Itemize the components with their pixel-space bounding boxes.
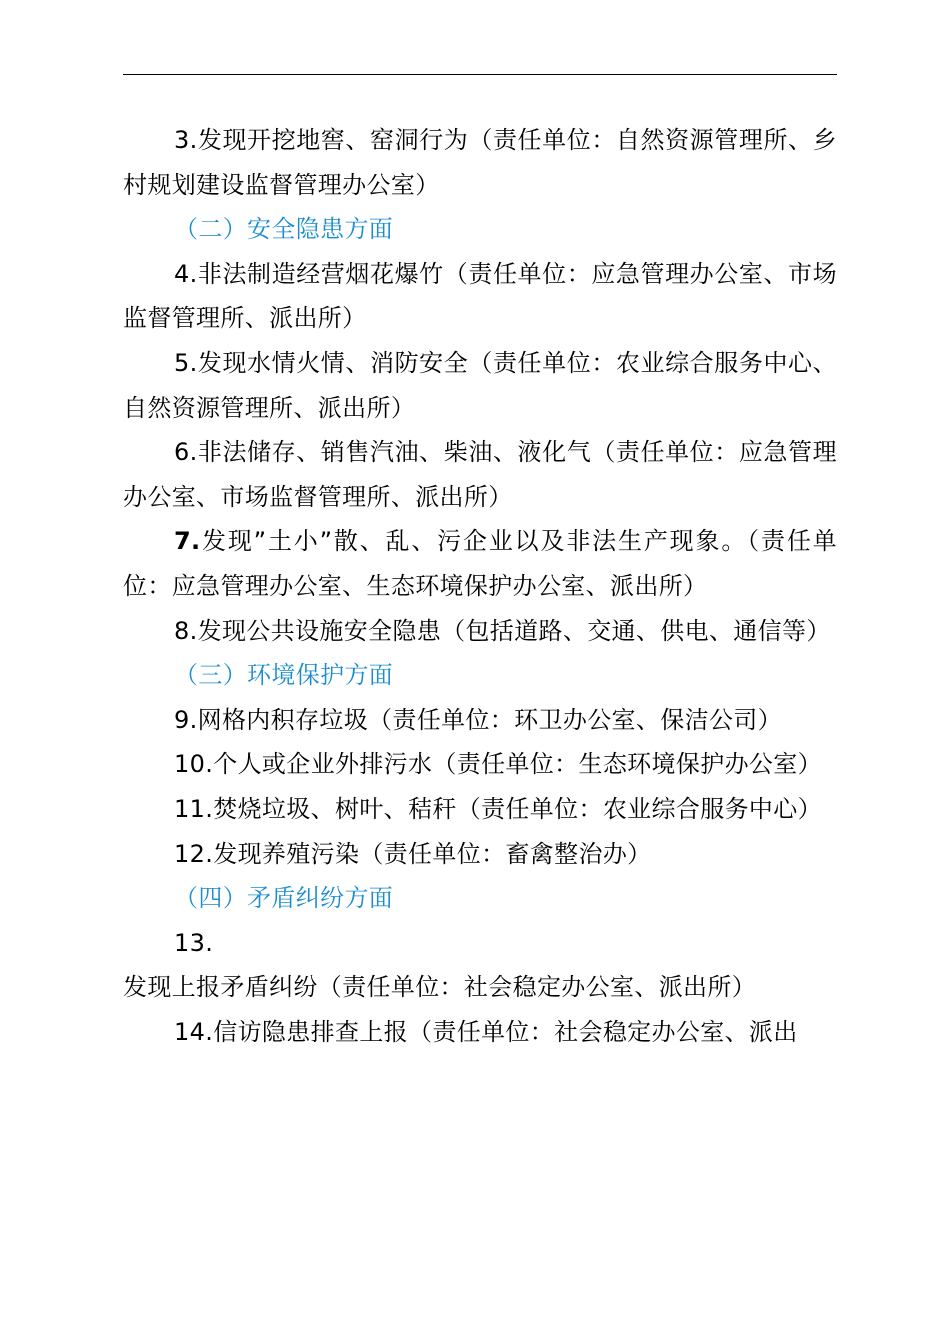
item-text: 发现”土小”散、乱、污企业以及非法生产现象。（责任单位：应急管理办公室、生态环境保护办公室、派出所） (123, 527, 837, 600)
header-rule (123, 74, 837, 75)
list-item-13 (123, 921, 837, 1010)
item-number: 6. (174, 438, 198, 467)
item-number: 14. (174, 1017, 214, 1046)
section-heading-safety: （二）安全隐患方面 (174, 215, 394, 244)
item-text: 发现养殖污染（责任单位：畜禽整治办） (213, 839, 652, 868)
list-item-3 (123, 118, 837, 207)
item-number: 12. (174, 839, 214, 868)
list-item-8 (123, 609, 837, 654)
list-item-10 (123, 742, 837, 787)
item-text: 非法储存、销售汽油、柴油、液化气（责任单位：应急管理办公室、市场监督管理所、派出所） (123, 438, 837, 511)
list-item-4 (123, 252, 837, 341)
item-number: 5. (174, 348, 198, 377)
list-item-9 (123, 698, 837, 743)
item-number: 13. (174, 928, 214, 957)
item-number: 11. (174, 794, 214, 823)
item-number: 3. (174, 126, 198, 154)
item-number: 4. (174, 259, 198, 288)
list-item-14 (123, 1010, 837, 1055)
section-heading-environment: （三）环境保护方面 (174, 661, 394, 690)
list-item-12 (123, 832, 837, 877)
item-number: 10. (174, 750, 214, 779)
item-text: 发现上报矛盾纠纷（责任单位：社会稳定办公室、派出所） (123, 973, 757, 1002)
item-text: 网格内积存垃圾（责任单位：环卫办公室、保洁公司） (197, 705, 783, 734)
item-number: 9. (174, 705, 198, 734)
document-body (123, 118, 837, 1054)
item-number: 7. (174, 527, 201, 556)
list-item-11 (123, 787, 837, 832)
list-item-7 (123, 519, 837, 608)
list-item-5 (123, 341, 837, 430)
item-text: 发现公共设施安全隐患（包括道路、交通、供电、通信等） (197, 616, 831, 645)
item-text: 非法制造经营烟花爆竹（责任单位：应急管理办公室、市场监督管理所、派出所） (123, 259, 837, 333)
item-text: 信访隐患排查上报（责任单位：社会稳定办公室、派出 (213, 1017, 798, 1046)
item-text: 焚烧垃圾、树叶、秸秆（责任单位：农业综合服务中心） (213, 794, 822, 823)
item-number: 8. (174, 616, 198, 645)
item-text: 个人或企业外排污水（责任单位：生态环境保护办公室） (213, 750, 822, 779)
section-heading-disputes: （四）矛盾纠纷方面 (174, 884, 394, 913)
item-text: 发现水情火情、消防安全（责任单位：农业综合服务中心、自然资源管理所、派出所） (123, 348, 837, 422)
item-text: 发现开挖地窖、窑洞行为（责任单位：自然资源管理所、乡村规划建设监督管理办公室） (123, 126, 837, 199)
list-item-6 (123, 430, 837, 519)
